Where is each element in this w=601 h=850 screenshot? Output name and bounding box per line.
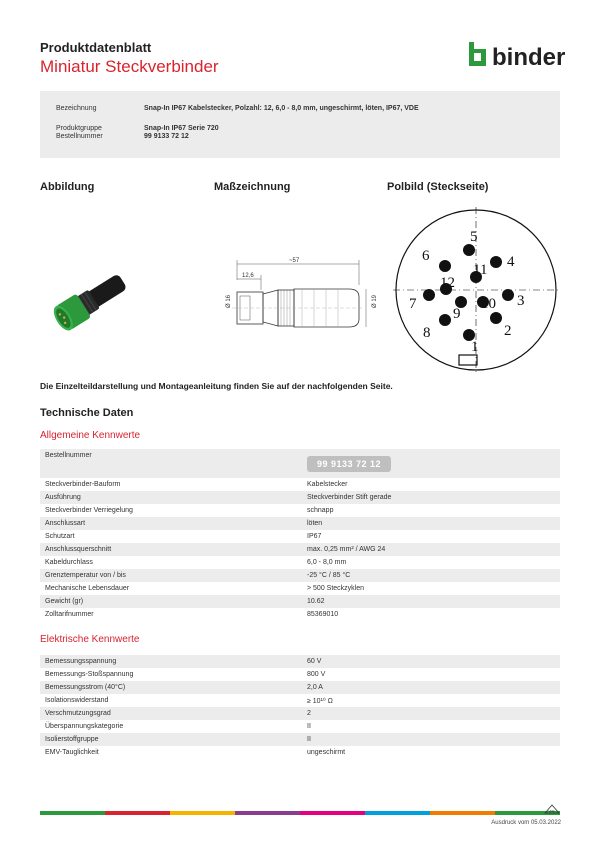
document-type: Produktdatenblatt xyxy=(40,40,152,55)
row-label: Bemessungsstrom (40°C) xyxy=(40,681,302,694)
pin-label-4: 4 xyxy=(507,254,515,270)
electrical-values-heading: Elektrische Kennwerte xyxy=(40,634,140,645)
dim-d16-label: Ø 16 xyxy=(226,294,232,308)
order-number-pill: 99 9133 72 12 xyxy=(307,456,391,472)
table-row xyxy=(40,491,560,504)
row-value: ungeschirmt xyxy=(302,746,560,759)
pin-label-9: 9 xyxy=(453,306,461,322)
heading-masszeichnung: Maßzeichnung xyxy=(214,181,291,193)
row-value: 10.62 xyxy=(302,595,560,608)
row-value: ≥ 10¹⁰ Ω xyxy=(302,694,560,707)
row-value: Kabelstecker xyxy=(302,478,560,491)
row-label: Bemessungs-Stoßspannung xyxy=(40,668,302,681)
pin-layout-diagram xyxy=(391,205,561,375)
table-row xyxy=(40,569,560,582)
row-value: 800 V xyxy=(302,668,560,681)
row-value: schnapp xyxy=(302,504,560,517)
table-row xyxy=(40,504,560,517)
info-value-bestellnummer: 99 9133 72 12 xyxy=(144,133,189,140)
row-label: Grenztemperatur von / bis xyxy=(40,569,302,582)
table-row xyxy=(40,733,560,746)
color-bar-segment xyxy=(235,811,300,815)
row-value: II xyxy=(302,733,560,746)
color-bar-segment xyxy=(105,811,170,815)
info-label-produktgruppe: Produktgruppe xyxy=(56,125,102,132)
table-row xyxy=(40,746,560,759)
color-bar xyxy=(40,811,560,815)
row-label: Kabeldurchlass xyxy=(40,556,302,569)
row-label: Überspannungskategorie xyxy=(40,720,302,733)
dim-length-label: ~57 xyxy=(289,258,300,264)
row-label: Mechanische Lebensdauer xyxy=(40,582,302,595)
row-value: II xyxy=(302,720,560,733)
binder-logo xyxy=(468,40,568,70)
binder-logo-mark xyxy=(468,40,568,70)
general-values-heading: Allgemeine Kennwerte xyxy=(40,430,141,441)
vde-badge xyxy=(544,801,560,811)
table-row xyxy=(40,694,560,707)
table-row xyxy=(40,478,560,491)
logo-text: binder xyxy=(492,44,566,71)
table-row xyxy=(40,655,560,668)
row-value: Steckverbinder Stift gerade xyxy=(302,491,560,504)
pin-label-8: 8 xyxy=(423,325,431,341)
info-label-bezeichnung: Bezeichnung xyxy=(56,105,97,112)
color-bar-segment xyxy=(300,811,365,815)
pin-label-2: 2 xyxy=(504,323,512,339)
row-value: 2,0 A xyxy=(302,681,560,694)
info-value-produktgruppe: Snap-In IP67 Serie 720 xyxy=(144,125,219,132)
row-label: Zolltarifnummer xyxy=(40,608,302,621)
pin-label-6: 6 xyxy=(422,248,430,264)
print-date: Ausdruck vom 05.03.2022 xyxy=(491,820,561,826)
pin-label-10: 10 xyxy=(481,296,496,312)
pin-label-7: 7 xyxy=(409,296,417,312)
row-label: Isolationswiderstand xyxy=(40,694,302,707)
row-label: Gewicht (gr) xyxy=(40,595,302,608)
row-label: Schutzart xyxy=(40,530,302,543)
table-row xyxy=(40,681,560,694)
dim-d19-label: Ø 19 xyxy=(372,294,378,308)
row-value: löten xyxy=(302,517,560,530)
table-row xyxy=(40,720,560,733)
row-label: Steckverbinder Verriegelung xyxy=(40,504,302,517)
row-value: 6,0 - 8,0 mm xyxy=(302,556,560,569)
pin-label-11: 11 xyxy=(473,262,488,278)
document-subtitle: Miniatur Steckverbinder xyxy=(40,57,219,76)
table-row xyxy=(40,608,560,621)
table-row xyxy=(40,668,560,681)
table-row xyxy=(40,517,560,530)
row-value: 2 xyxy=(302,707,560,720)
row-label: Steckverbinder-Bauform xyxy=(40,478,302,491)
row-value: > 500 Steckzyklen xyxy=(302,582,560,595)
dimension-drawing xyxy=(214,250,378,340)
row-label: Verschmutzungsgrad xyxy=(40,707,302,720)
row-label: Anschlussquerschnitt xyxy=(40,543,302,556)
order-number-label: Bestellnummer xyxy=(40,449,302,478)
info-label-bestellnummer: Bestellnummer xyxy=(56,133,103,140)
table-row xyxy=(40,543,560,556)
row-label: Anschlussart xyxy=(40,517,302,530)
assembly-note: Die Einzelteildarstellung und Montageanleitung finden Sie auf der nachfolgenden Seite. xyxy=(40,381,393,391)
row-label: EMV-Tauglichkeit xyxy=(40,746,302,759)
row-label: Isolierstoffgruppe xyxy=(40,733,302,746)
table-row xyxy=(40,556,560,569)
heading-abbildung: Abbildung xyxy=(40,181,95,193)
color-bar-segment xyxy=(40,811,105,815)
row-label: Ausführung xyxy=(40,491,302,504)
vde-badge-text: VDE xyxy=(548,809,555,813)
pin-label-3: 3 xyxy=(517,293,525,309)
product-info-box xyxy=(40,91,560,158)
heading-polbild: Polbild (Steckseite) xyxy=(387,181,489,193)
row-value: IP67 xyxy=(302,530,560,543)
pin-label-5: 5 xyxy=(470,229,478,245)
info-value-bezeichnung: Snap-In IP67 Kabelstecker, Polzahl: 12, 6,0 - 8,0 mm, ungeschirmt, löten, IP67, VDE xyxy=(144,105,419,112)
row-value: 85369010 xyxy=(302,608,560,621)
table-row xyxy=(40,582,560,595)
tech-data-heading: Technische Daten xyxy=(40,407,134,419)
general-values-table xyxy=(40,449,560,621)
color-bar-segment xyxy=(430,811,495,815)
pin-label-1: 1 xyxy=(471,339,479,355)
row-value: max. 0,25 mm² / AWG 24 xyxy=(302,543,560,556)
electrical-values-table xyxy=(40,655,560,759)
row-value: 60 V xyxy=(302,655,560,668)
row-label: Bemessungsspannung xyxy=(40,655,302,668)
row-value: -25 °C / 85 °C xyxy=(302,569,560,582)
pin-label-12: 12 xyxy=(440,275,455,291)
table-row xyxy=(40,707,560,720)
dim-front-label: 12,6 xyxy=(242,273,254,279)
color-bar-segment xyxy=(170,811,235,815)
product-image xyxy=(45,262,137,342)
table-row xyxy=(40,530,560,543)
table-row xyxy=(40,595,560,608)
table-row xyxy=(40,449,560,478)
color-bar-segment xyxy=(365,811,430,815)
